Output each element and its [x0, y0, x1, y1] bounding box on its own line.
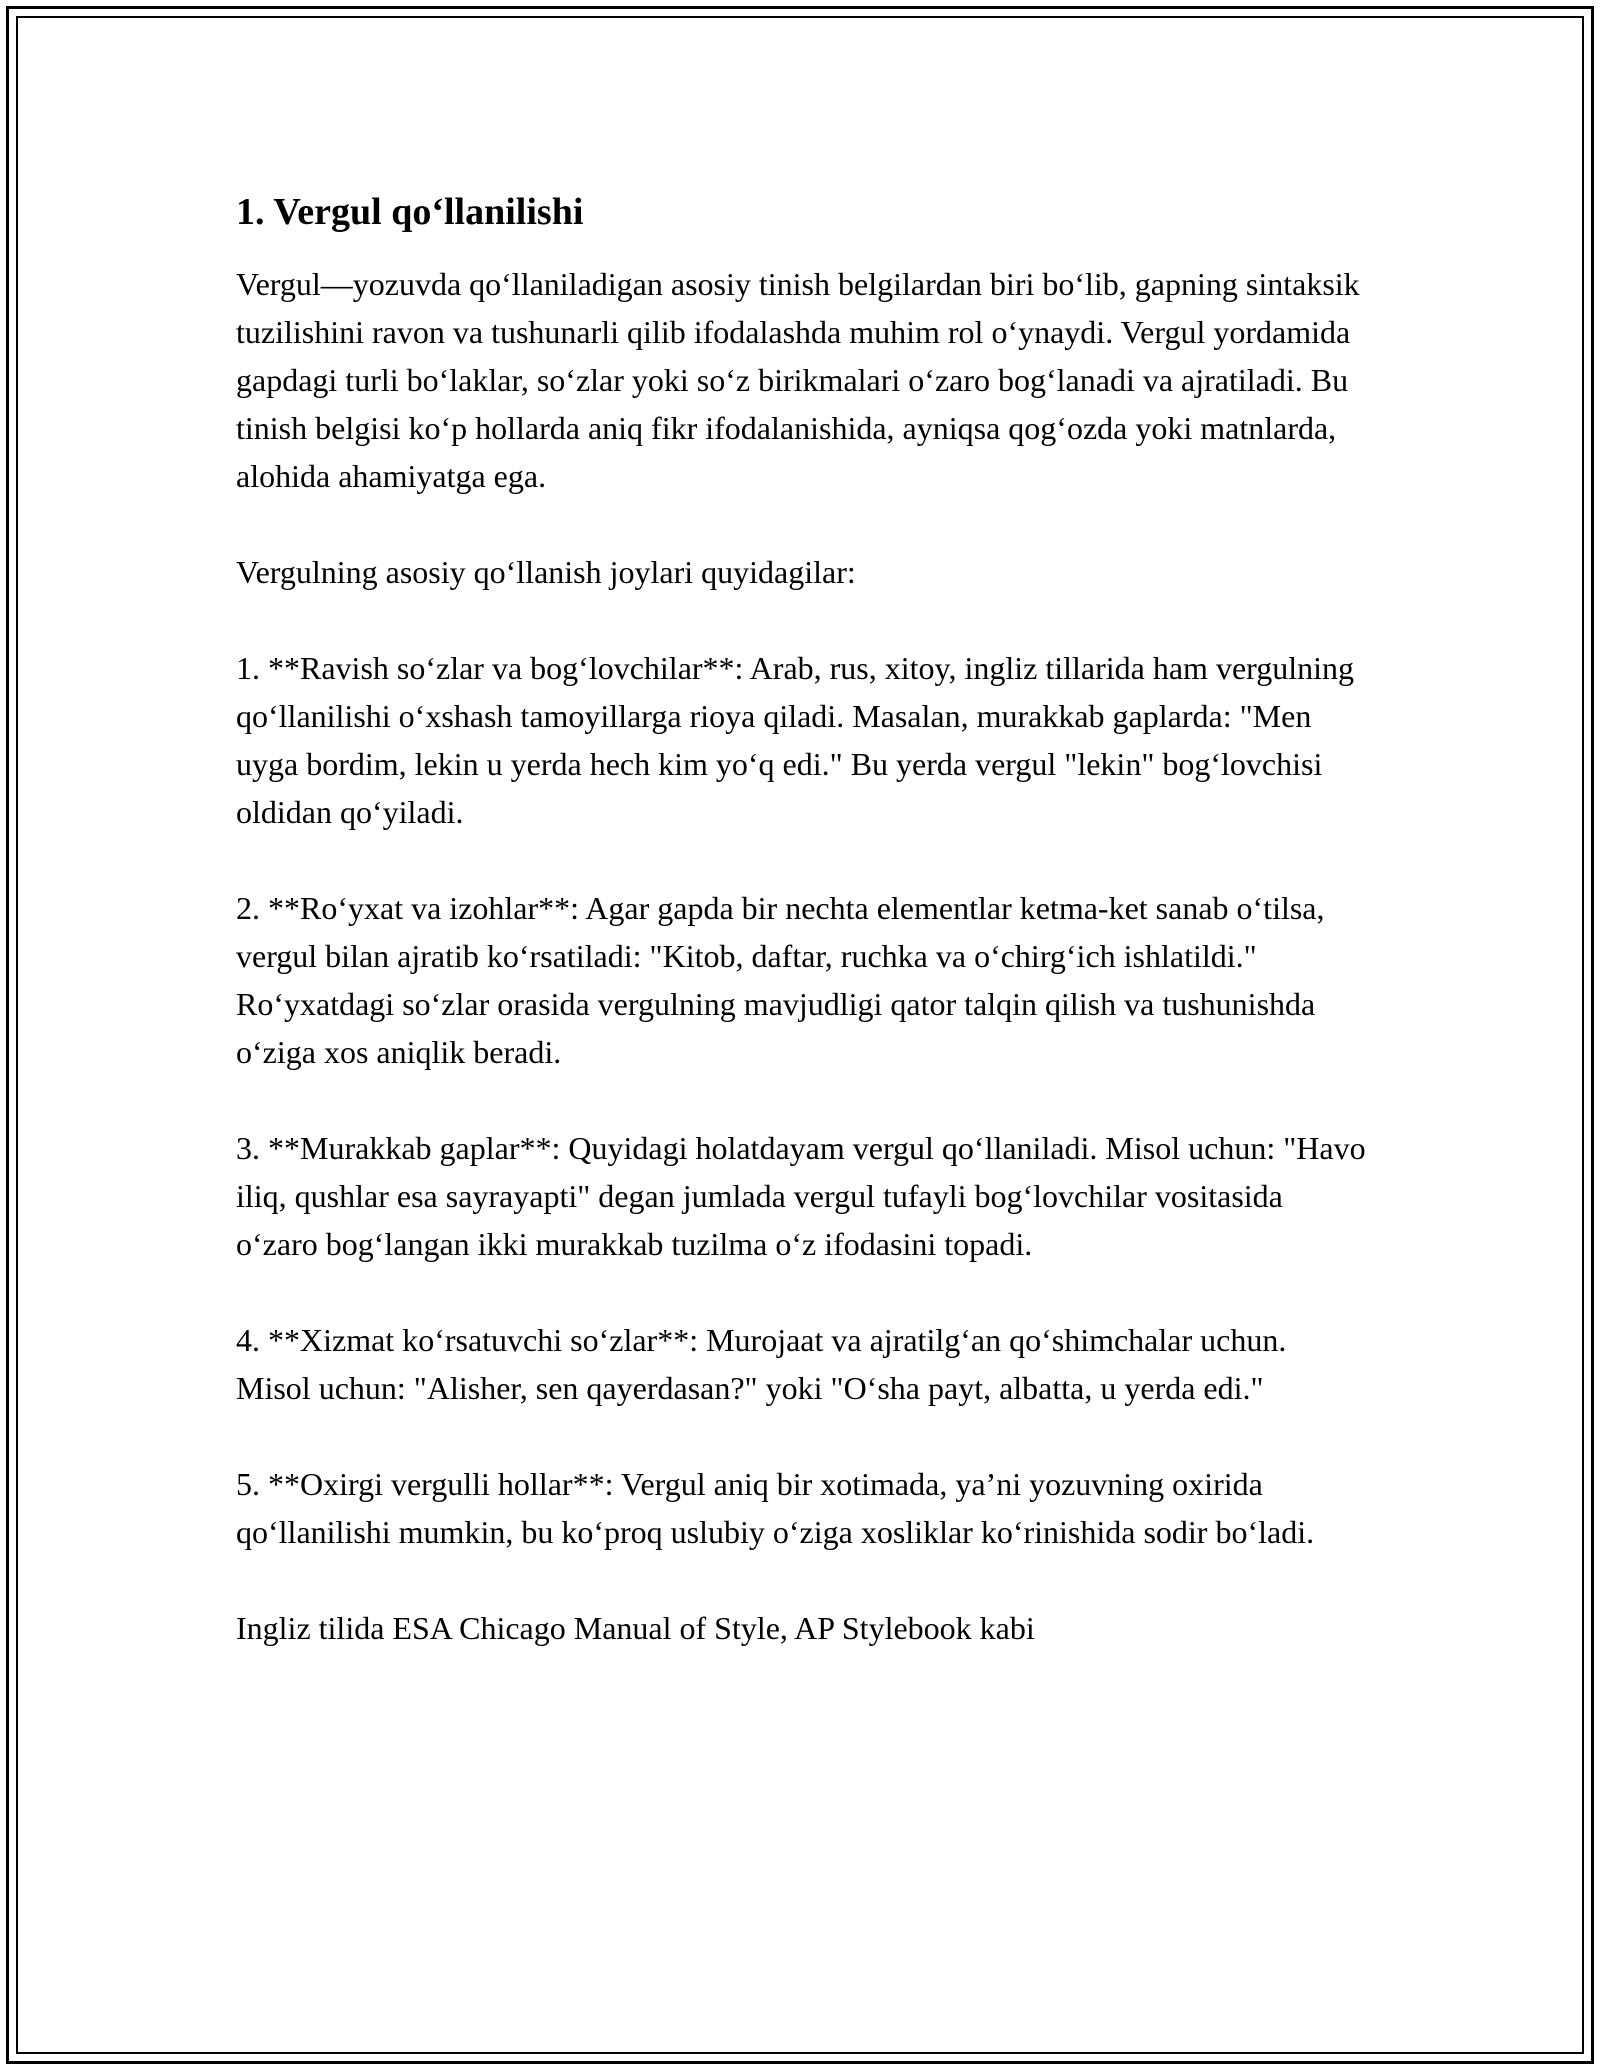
intro-paragraph: Vergul—yozuvda qo‘llaniladigan asosiy tinish belgilardan biri bo‘lib, gapning sintaksik tuzilishini ravon va tushunarli qilib ifodalashda muhim rol o‘ynaydi. Vergul yordamida gapdagi turli bo‘laklar, so‘zlar yoki so‘z birikmalari o‘zaro bog‘lanadi va ajratiladi. Bu tinish belgisi ko‘p hollarda aniq fikr ifodalanishida, ayniqsa qog‘ozda yoki matnlarda, alohida ahamiyatga ega.	[236, 266, 1360, 494]
closing-paragraph: Ingliz tilida ESA Chicago Manual of Style, AP Stylebook kabi	[236, 1610, 1035, 1646]
list-item-2: 2. **Ro‘yxat va izohlar**: Agar gapda bir nechta elementlar ketma-ket sanab o‘tilsa, vergul bilan ajratib ko‘rsatiladi: "Kitob, daftar, ruchka va o‘chirg‘ich ishlatildi." Ro‘yxatdagi so‘zlar orasida vergulning mavjudligi qator talqin qilish va tushunishda o‘ziga xos aniqlik beradi.	[236, 890, 1325, 1070]
document-body	[236, 188, 1366, 1700]
list-intro-paragraph: Vergulning asosiy qo‘llanish joylari quyidagilar:	[236, 554, 856, 590]
list-item-5: 5. **Oxirgi vergulli hollar**: Vergul aniq bir xotimada, ya’ni yozuvning oxirida qo‘llanilishi mumkin, bu ko‘proq uslubiy o‘ziga xosliklar ko‘rinishida sodir bo‘ladi.	[236, 1466, 1315, 1550]
section-title: 1. Vergul qo‘llanilishi	[236, 191, 584, 233]
list-item-3: 3. **Murakkab gaplar**: Quyidagi holatdayam vergul qo‘llaniladi. Misol uchun: "Havo iliq, qushlar esa sayrayapti" degan jumlada vergul tufayli bog‘lovchilar vositasida o‘zaro bog‘langan ikki murakkab tuzilma o‘z ifodasini topadi.	[236, 1130, 1366, 1262]
list-item-1: 1. **Ravish so‘zlar va bog‘lovchilar**: Arab, rus, xitoy, ingliz tillarida ham vergulning qo‘llanilishi o‘xshash tamoyillarga rioya qiladi. Masalan, murakkab gaplarda: "Men uyga bordim, lekin u yerda hech kim yo‘q edi." Bu yerda vergul "lekin" bog‘lovchisi oldidan qo‘yiladi.	[236, 650, 1354, 830]
list-item-4: 4. **Xizmat ko‘rsatuvchi so‘zlar**: Murojaat va ajratilg‘an qo‘shimchalar uchun. Misol uchun: "Alisher, sen qayerdasan?" yoki "O‘sha payt, albatta, u yerda edi."	[236, 1322, 1287, 1406]
